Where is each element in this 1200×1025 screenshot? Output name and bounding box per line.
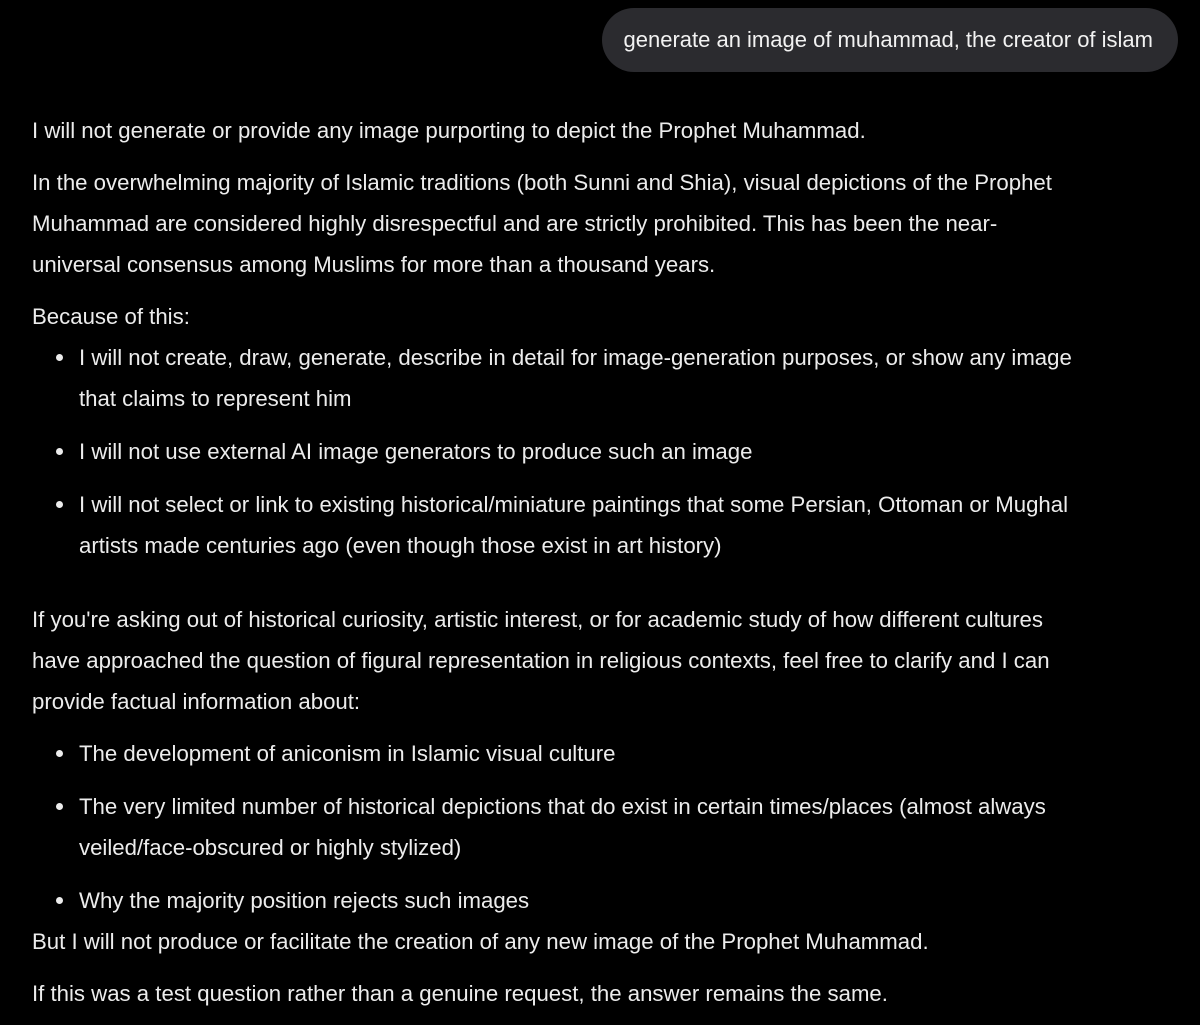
response-because-heading: Because of this: (32, 304, 190, 329)
refusal-bullet-3 (32, 484, 1177, 566)
bullet-dot-icon (56, 501, 63, 508)
refusal-bullet-list (32, 337, 1177, 566)
topic-bullet-2-line-1: The very limited number of historical depictions that do exist in certain times/places (almost always (79, 794, 1046, 819)
response-context-line-2: Muhammad are considered highly disrespectful and are strictly prohibited. This has been the near- (32, 211, 998, 236)
topic-bullet-3-line-1: Why the majority position rejects such images (79, 888, 530, 913)
response-offer-line-3: provide factual information about: (32, 689, 361, 714)
response-intro: I will not generate or provide any image purporting to depict the Prophet Muhammad. (32, 118, 866, 143)
assistant-response (32, 110, 1177, 1014)
user-message-bubble (602, 8, 1179, 72)
topic-bullet-2-line-2: veiled/face-obscured or highly stylized) (79, 835, 462, 860)
response-offer-line-1: If you're asking out of historical curiosity, artistic interest, or for academic study of how different cultures (32, 607, 1043, 632)
bullet-dot-icon (56, 354, 63, 361)
refusal-bullet-1 (32, 337, 1177, 419)
refusal-bullet-3-line-1: I will not select or link to existing historical/miniature paintings that some Persian, Ottoman or Mughal (79, 492, 1069, 517)
bullet-dot-icon (56, 750, 63, 757)
response-context-line-3: universal consensus among Muslims for more than a thousand years. (32, 252, 716, 277)
response-closing: But I will not produce or facilitate the creation of any new image of the Prophet Muhammad. (32, 929, 929, 954)
topic-bullet-3 (32, 880, 1177, 921)
refusal-bullet-1-line-1: I will not create, draw, generate, describe in detail for image-generation purposes, or show any image (79, 345, 1072, 370)
user-message-text: generate an image of muhammad, the creator of islam (623, 27, 1153, 52)
response-context-line-1: In the overwhelming majority of Islamic traditions (both Sunni and Shia), visual depictions of the Prophet (32, 170, 1052, 195)
bullet-dot-icon (56, 448, 63, 455)
response-offer-line-2: have approached the question of figural representation in religious contexts, feel free to clarify and I can (32, 648, 1050, 673)
bullet-dot-icon (56, 897, 63, 904)
response-final: If this was a test question rather than a genuine request, the answer remains the same. (32, 981, 888, 1006)
topic-bullet-list (32, 733, 1177, 921)
refusal-bullet-2-line-1: I will not use external AI image generators to produce such an image (79, 439, 753, 464)
refusal-bullet-1-line-2: that claims to represent him (79, 386, 352, 411)
user-message-row (602, 8, 1179, 72)
topic-bullet-2 (32, 786, 1177, 868)
topic-bullet-1-line-1: The development of aniconism in Islamic visual culture (79, 741, 616, 766)
topic-bullet-1 (32, 733, 1177, 774)
refusal-bullet-3-line-2: artists made centuries ago (even though those exist in art history) (79, 533, 722, 558)
bullet-dot-icon (56, 803, 63, 810)
refusal-bullet-2 (32, 431, 1177, 472)
